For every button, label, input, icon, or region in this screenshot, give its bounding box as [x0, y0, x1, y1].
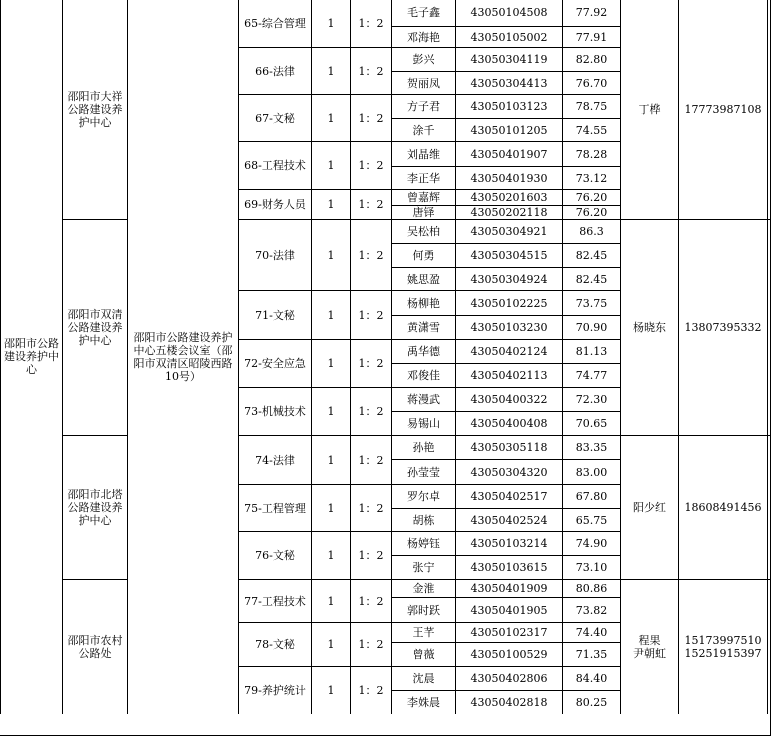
hire-count: 1: [311, 622, 350, 666]
post-name: 66-法律: [238, 47, 311, 94]
candidate-name: 郭时跃: [391, 597, 455, 622]
candidate-id: 43050103230: [455, 315, 562, 339]
candidate-score: 80.86: [562, 579, 620, 597]
candidate-name: 刘晶维: [391, 141, 455, 166]
post-name: 75-工程管理: [238, 484, 311, 531]
post-name: 65-综合管理: [238, 0, 311, 47]
post-name: 73-机械技术: [238, 387, 311, 435]
exam-ratio: 1：2: [350, 94, 391, 141]
candidate-score: 67.80: [562, 484, 620, 508]
candidate-score: 81.13: [562, 339, 620, 363]
candidate-name: 黄潇雪: [391, 315, 455, 339]
candidate-name: 方子君: [391, 94, 455, 118]
hire-count: 1: [311, 339, 350, 387]
hire-count: 1: [311, 290, 350, 339]
candidate-name: 姚思盈: [391, 267, 455, 290]
candidate-id: 43050401909: [455, 579, 562, 597]
hire-count: 1: [311, 435, 350, 484]
hire-count: 1: [311, 531, 350, 579]
candidate-id: 43050304320: [455, 459, 562, 484]
candidate-name: 金淮: [391, 579, 455, 597]
candidate-id: 43050100529: [455, 642, 562, 666]
post-name: 67-文秘: [238, 94, 311, 141]
exam-ratio: 1：2: [350, 0, 391, 47]
unit-name: 邵阳市大祥公路建设养护中心: [62, 0, 127, 219]
candidate-name: 何勇: [391, 243, 455, 267]
post-name: 68-工程技术: [238, 141, 311, 189]
candidate-name: 彭兴: [391, 47, 455, 71]
candidate-id: 43050401930: [455, 166, 562, 189]
hire-count: 1: [311, 484, 350, 531]
venue-cell: 邵阳市公路建设养护中心五楼会议室（邵阳市双清区昭陵西路10号）: [127, 0, 238, 714]
candidate-name: 易锡山: [391, 411, 455, 435]
candidate-score: 73.12: [562, 166, 620, 189]
post-name: 77-工程技术: [238, 579, 311, 622]
candidate-name: 胡栋: [391, 508, 455, 531]
unit-name: 邵阳市双清公路建设养护中心: [62, 219, 127, 435]
candidate-score: 71.35: [562, 642, 620, 666]
candidate-id: 43050402524: [455, 508, 562, 531]
candidate-name: 沈晨: [391, 666, 455, 690]
candidate-score: 82.45: [562, 267, 620, 290]
candidate-score: 76.20: [562, 189, 620, 205]
candidate-score: 70.65: [562, 411, 620, 435]
contact-phone: 18608491456: [678, 435, 767, 579]
candidate-id: 43050103123: [455, 94, 562, 118]
post-name: 72-安全应急: [238, 339, 311, 387]
candidate-score: 73.10: [562, 555, 620, 579]
candidate-name: 涂千: [391, 118, 455, 141]
candidate-id: 43050402517: [455, 484, 562, 508]
exam-ratio: 1：2: [350, 189, 391, 219]
candidate-name: 孙艳: [391, 435, 455, 459]
candidate-name: 王芊: [391, 622, 455, 642]
contact-person: 程果 尹朝虹: [620, 579, 678, 714]
hire-count: 1: [311, 387, 350, 435]
table-bottom-border: [0, 735, 771, 736]
exam-ratio: 1：2: [350, 290, 391, 339]
exam-ratio: 1：2: [350, 47, 391, 94]
unit-name: 邵阳市农村公路处: [62, 579, 127, 714]
candidate-id: 43050103214: [455, 531, 562, 555]
contact-phone: 15173997510 15251915397: [678, 579, 767, 714]
post-name: 78-文秘: [238, 622, 311, 666]
candidate-score: 78.75: [562, 94, 620, 118]
candidate-score: 77.91: [562, 26, 620, 47]
candidate-id: 43050102317: [455, 622, 562, 642]
post-name: 74-法律: [238, 435, 311, 484]
candidate-score: 73.75: [562, 290, 620, 315]
candidate-score: 84.40: [562, 666, 620, 690]
candidate-score: 73.82: [562, 597, 620, 622]
candidate-score: 83.00: [562, 459, 620, 484]
candidate-name: 杨婷钰: [391, 531, 455, 555]
post-name: 71-文秘: [238, 290, 311, 339]
candidate-score: 74.40: [562, 622, 620, 642]
candidate-id: 43050304921: [455, 219, 562, 243]
exam-ratio: 1：2: [350, 219, 391, 290]
exam-ratio: 1：2: [350, 531, 391, 579]
candidate-id: 43050304515: [455, 243, 562, 267]
candidate-id: 43050104508: [455, 0, 562, 26]
candidate-id: 43050402818: [455, 690, 562, 714]
candidate-score: 74.90: [562, 531, 620, 555]
candidate-name: 禹华德: [391, 339, 455, 363]
exam-ratio: 1：2: [350, 484, 391, 531]
contact-person: 丁桦: [620, 0, 678, 219]
contact-person: 阳少红: [620, 435, 678, 579]
candidate-id: 43050105002: [455, 26, 562, 47]
candidate-id: 43050304413: [455, 71, 562, 94]
candidate-score: 82.80: [562, 47, 620, 71]
unit-name: 邵阳市北塔公路建设养护中心: [62, 435, 127, 579]
candidate-name: 邓俊佳: [391, 363, 455, 387]
candidate-id: 43050201603: [455, 189, 562, 205]
candidate-name: 吴松柏: [391, 219, 455, 243]
post-name: 76-文秘: [238, 531, 311, 579]
candidate-id: 43050305118: [455, 435, 562, 459]
candidate-score: 65.75: [562, 508, 620, 531]
candidate-name: 李正华: [391, 166, 455, 189]
candidate-score: 86.3: [562, 219, 620, 243]
candidate-score: 76.70: [562, 71, 620, 94]
candidate-name: 毛子鑫: [391, 0, 455, 26]
candidate-name: 贺丽凤: [391, 71, 455, 94]
exam-ratio: 1：2: [350, 339, 391, 387]
candidate-score: 78.28: [562, 141, 620, 166]
candidate-name: 李姝晨: [391, 690, 455, 714]
exam-ratio: 1：2: [350, 387, 391, 435]
candidate-score: 82.45: [562, 243, 620, 267]
candidate-id: 43050400322: [455, 387, 562, 411]
candidate-name: 杨柳艳: [391, 290, 455, 315]
exam-ratio: 1：2: [350, 666, 391, 714]
candidate-id: 43050402806: [455, 666, 562, 690]
candidate-id: 43050401905: [455, 597, 562, 622]
candidate-id: 43050102225: [455, 290, 562, 315]
candidate-name: 唐铎: [391, 205, 455, 219]
candidate-score: 70.90: [562, 315, 620, 339]
candidate-name: 曾薇: [391, 642, 455, 666]
candidate-score: 80.25: [562, 690, 620, 714]
candidate-name: 孙莹莹: [391, 459, 455, 484]
hire-count: 1: [311, 666, 350, 714]
candidate-id: 43050103615: [455, 555, 562, 579]
candidate-score: 74.55: [562, 118, 620, 141]
hire-count: 1: [311, 219, 350, 290]
candidate-name: 蒋漫武: [391, 387, 455, 411]
post-name: 79-养护统计: [238, 666, 311, 714]
candidate-id: 43050400408: [455, 411, 562, 435]
candidate-score: 76.20: [562, 205, 620, 219]
hire-count: 1: [311, 141, 350, 189]
candidate-id: 43050202118: [455, 205, 562, 219]
candidate-id: 43050401907: [455, 141, 562, 166]
contact-person: 杨晓东: [620, 219, 678, 435]
candidate-score: 83.35: [562, 435, 620, 459]
hire-count: 1: [311, 47, 350, 94]
hire-count: 1: [311, 579, 350, 622]
exam-ratio: 1：2: [350, 141, 391, 189]
contact-phone: 13807395332: [678, 219, 767, 435]
post-name: 69-财务人员: [238, 189, 311, 219]
candidate-name: 邓海艳: [391, 26, 455, 47]
contact-phone: 17773987108: [678, 0, 767, 219]
candidate-score: 74.77: [562, 363, 620, 387]
candidate-score: 77.92: [562, 0, 620, 26]
exam-ratio: 1：2: [350, 435, 391, 484]
candidate-id: 43050101205: [455, 118, 562, 141]
candidate-id: 43050304924: [455, 267, 562, 290]
hire-count: 1: [311, 189, 350, 219]
candidate-name: 曾嘉辉: [391, 189, 455, 205]
exam-ratio: 1：2: [350, 622, 391, 666]
post-name: 70-法律: [238, 219, 311, 290]
candidate-id: 43050402113: [455, 363, 562, 387]
exam-ratio: 1：2: [350, 579, 391, 622]
candidate-name: 张宁: [391, 555, 455, 579]
hire-count: 1: [311, 0, 350, 47]
candidate-score: 72.30: [562, 387, 620, 411]
candidate-id: 43050304119: [455, 47, 562, 71]
candidate-name: 罗尔卓: [391, 484, 455, 508]
candidate-id: 43050402124: [455, 339, 562, 363]
hire-count: 1: [311, 94, 350, 141]
org-cell: 邵阳市公路建设养护中心: [0, 0, 62, 714]
